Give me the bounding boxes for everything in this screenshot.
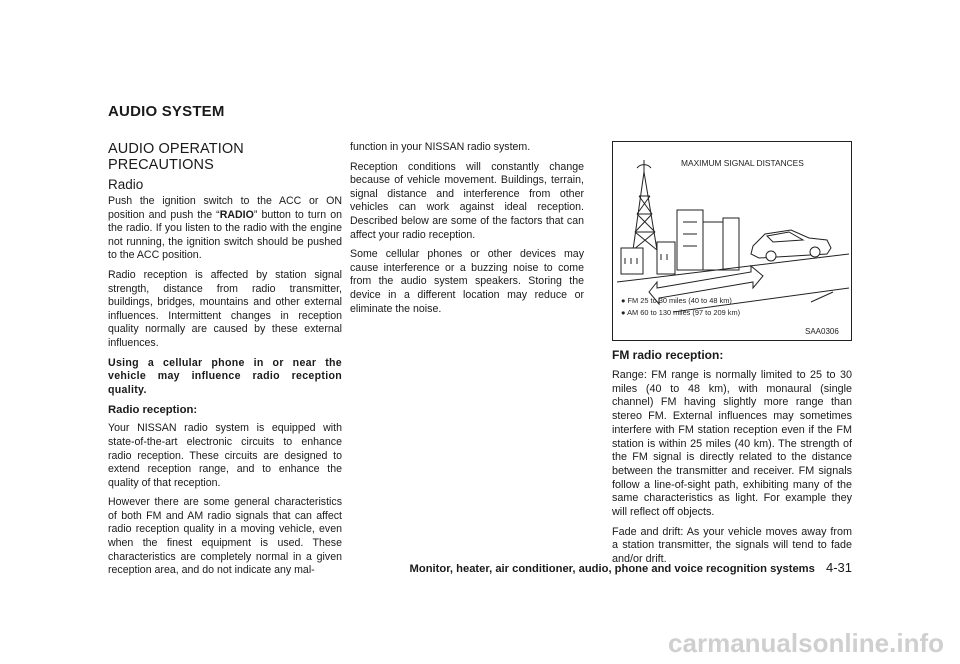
paragraph-fm-range: Range: FM range is normally limited to 25 to 30 miles (40 to 48 km), with monaural (single channel) FM having slightly more range than stereo FM. External influences may sometimes interfere with FM station reception even if the FM station is within 25 miles (40 km). The strength of the FM signal is directly related to the distance between the transmitter and receiver. FM signals follow a line-of-sight path, exhibiting many of the same characteristics as light. For example they will reflect off objects. — [612, 369, 852, 519]
paragraph-ignition-text-a: Push the ignition switch to the ACC or ON position and push the “ — [108, 195, 342, 221]
paragraph-fade-drift: Fade and drift: As your vehicle moves away from a station transmitter, the signals will tend to fade and/or drift. — [612, 525, 852, 566]
paragraph-characteristics: However there are some general characteristics of both FM and AM radio signals that can affect radio reception quality in a moving vehicle, even when the finest equipment is used. These characteristics are completely normal in a given reception area, and do not indicate any mal- — [108, 496, 342, 577]
paragraph-interference: Some cellular phones or other devices may cause interference or a buzzing noise to come from the audio system speakers. Storing the device in a different location may reduce or eliminate the noise. — [350, 248, 584, 315]
signal-distance-illustration — [613, 142, 851, 340]
column-right — [612, 348, 852, 573]
figure-bullet-fm: ● FM 25 to 30 miles (40 to 48 km) — [621, 296, 732, 305]
figure-title: MAXIMUM SIGNAL DISTANCES — [681, 158, 804, 168]
subheading-radio: Radio — [108, 177, 144, 192]
city-buildings-icon — [621, 210, 739, 274]
car-icon — [751, 230, 831, 261]
column-middle — [350, 141, 584, 322]
watermark — [0, 628, 960, 659]
column-left — [108, 141, 342, 584]
paragraph-ignition-text-b: ” button to turn on the radio. If you listen to the radio with the engine not running, the ignition switch should be pushed to the ACC position. — [108, 208, 342, 262]
heading-fm-reception: FM radio reception: — [612, 348, 724, 362]
page-number: 4-31 — [825, 560, 852, 575]
page-footer — [400, 560, 852, 575]
figure-code: SAA0306 — [805, 327, 839, 336]
paragraph-function: function in your NISSAN radio system. — [350, 141, 531, 153]
radio-button-label: RADIO — [219, 208, 254, 221]
paragraph-radio-system: Your NISSAN radio system is equipped with state-of-the-art electronic circuits to enhance radio reception. These circuits are designed to extend reception range, and to enhance the quality of that reception. — [108, 422, 342, 489]
signal-distance-figure — [612, 141, 852, 341]
figure-bullet-am: ● AM 60 to 130 miles (97 to 209 km) — [621, 308, 741, 317]
radio-tower-icon — [633, 160, 657, 250]
paragraph-ignition — [108, 195, 342, 263]
heading-radio-reception: Radio reception: — [108, 404, 198, 417]
heading-audio-precautions: AUDIO OPERATION PRECAUTIONS — [108, 141, 244, 173]
paragraph-conditions: Reception conditions will constantly change because of vehicle movement. Buildings, terrain, signal distance and interference from other vehicles can work against ideal reception. Described below are some of the factors that can affect your radio reception. — [350, 160, 584, 241]
paragraph-reception-affected: Radio reception is affected by station signal strength, distance from radio transmitter, buildings, bridges, mountains and other external influences. Intermittent changes in reception quality normally are caused by these external influences. — [108, 268, 342, 349]
footer-chapter: Monitor, heater, air conditioner, audio, phone and voice recognition systems — [409, 563, 815, 575]
paragraph-cellular-warning: Using a cellular phone in or near the vehicle may influence radio reception quality. — [108, 356, 342, 396]
watermark-text: carmanualsonline.info — [668, 628, 944, 658]
section-title: AUDIO SYSTEM — [108, 103, 225, 120]
